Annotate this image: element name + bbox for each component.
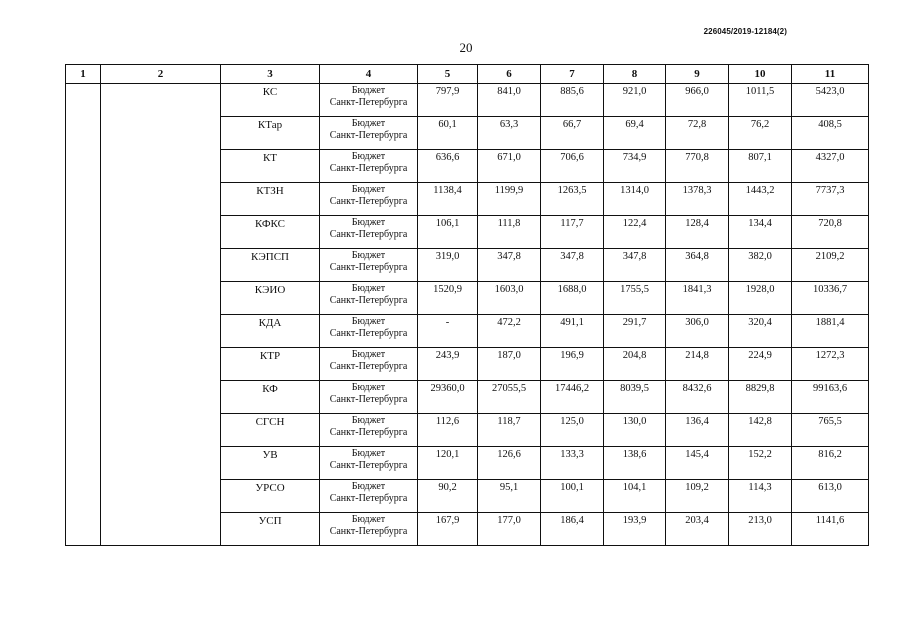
org-code: КДА bbox=[221, 315, 320, 348]
year-value: 193,9 bbox=[604, 513, 666, 546]
funding-source bbox=[320, 513, 418, 546]
year-value: 138,6 bbox=[604, 447, 666, 480]
year-value: 306,0 bbox=[666, 315, 729, 348]
funding-source-line2: Санкт-Петербурга bbox=[329, 196, 408, 207]
year-value: 76,2 bbox=[729, 117, 792, 150]
funding-source-line1: Бюджет bbox=[351, 316, 386, 327]
year-value: 382,0 bbox=[729, 249, 792, 282]
org-code: СГСН bbox=[221, 414, 320, 447]
table-row bbox=[66, 84, 869, 117]
year-value: 112,6 bbox=[418, 414, 478, 447]
year-value: 117,7 bbox=[541, 216, 604, 249]
org-code: КТар bbox=[221, 117, 320, 150]
year-value: 8039,5 bbox=[604, 381, 666, 414]
funding-source-line1: Бюджет bbox=[351, 448, 386, 459]
column-header: 1 bbox=[66, 65, 101, 84]
funding-source bbox=[320, 216, 418, 249]
funding-source-line2: Санкт-Петербурга bbox=[329, 493, 408, 504]
org-code: КТ bbox=[221, 150, 320, 183]
year-value: 17446,2 bbox=[541, 381, 604, 414]
year-value: - bbox=[418, 315, 478, 348]
funding-source-line1: Бюджет bbox=[351, 118, 386, 129]
total-value: 10336,7 bbox=[792, 282, 869, 315]
funding-source-line1: Бюджет bbox=[351, 184, 386, 195]
year-value: 319,0 bbox=[418, 249, 478, 282]
funding-source-line2: Санкт-Петербурга bbox=[329, 460, 408, 471]
funding-source-line1: Бюджет bbox=[351, 151, 386, 162]
year-value: 1928,0 bbox=[729, 282, 792, 315]
year-value: 29360,0 bbox=[418, 381, 478, 414]
year-value: 921,0 bbox=[604, 84, 666, 117]
year-value: 66,7 bbox=[541, 117, 604, 150]
year-value: 90,2 bbox=[418, 480, 478, 513]
year-value: 133,3 bbox=[541, 447, 604, 480]
funding-source-line2: Санкт-Петербурга bbox=[329, 229, 408, 240]
page-number: 20 bbox=[459, 40, 473, 55]
year-value: 142,8 bbox=[729, 414, 792, 447]
year-value: 104,1 bbox=[604, 480, 666, 513]
year-value: 204,8 bbox=[604, 348, 666, 381]
blank-col-2 bbox=[101, 84, 221, 546]
column-header: 10 bbox=[729, 65, 792, 84]
year-value: 145,4 bbox=[666, 447, 729, 480]
year-value: 167,9 bbox=[418, 513, 478, 546]
funding-source bbox=[320, 480, 418, 513]
year-value: 152,2 bbox=[729, 447, 792, 480]
funding-source-line2: Санкт-Петербурга bbox=[329, 295, 408, 306]
column-header: 6 bbox=[478, 65, 541, 84]
funding-source bbox=[320, 315, 418, 348]
column-header: 7 bbox=[541, 65, 604, 84]
org-code: КТР bbox=[221, 348, 320, 381]
year-value: 734,9 bbox=[604, 150, 666, 183]
total-value: 7737,3 bbox=[792, 183, 869, 216]
funding-source-line1: Бюджет bbox=[351, 250, 386, 261]
year-value: 807,1 bbox=[729, 150, 792, 183]
budget-table bbox=[65, 64, 869, 546]
year-value: 187,0 bbox=[478, 348, 541, 381]
total-value: 4327,0 bbox=[792, 150, 869, 183]
year-value: 111,8 bbox=[478, 216, 541, 249]
year-value: 1603,0 bbox=[478, 282, 541, 315]
column-header: 8 bbox=[604, 65, 666, 84]
year-value: 118,7 bbox=[478, 414, 541, 447]
column-number-row bbox=[66, 65, 869, 84]
year-value: 213,0 bbox=[729, 513, 792, 546]
year-value: 60,1 bbox=[418, 117, 478, 150]
year-value: 770,8 bbox=[666, 150, 729, 183]
year-value: 128,4 bbox=[666, 216, 729, 249]
year-value: 72,8 bbox=[666, 117, 729, 150]
total-value: 2109,2 bbox=[792, 249, 869, 282]
year-value: 95,1 bbox=[478, 480, 541, 513]
column-header: 5 bbox=[418, 65, 478, 84]
funding-source bbox=[320, 282, 418, 315]
funding-source-line1: Бюджет bbox=[351, 349, 386, 360]
year-value: 671,0 bbox=[478, 150, 541, 183]
funding-source bbox=[320, 348, 418, 381]
year-value: 320,4 bbox=[729, 315, 792, 348]
org-code: КФКС bbox=[221, 216, 320, 249]
document-id: 226045/2019-12184(2) bbox=[703, 27, 787, 36]
year-value: 797,9 bbox=[418, 84, 478, 117]
funding-source-line1: Бюджет bbox=[351, 514, 386, 525]
column-header: 4 bbox=[320, 65, 418, 84]
funding-source-line2: Санкт-Петербурга bbox=[329, 526, 408, 537]
funding-source bbox=[320, 414, 418, 447]
year-value: 214,8 bbox=[666, 348, 729, 381]
funding-source bbox=[320, 84, 418, 117]
org-code: КТЗН bbox=[221, 183, 320, 216]
funding-source-line1: Бюджет bbox=[351, 283, 386, 294]
org-code: КС bbox=[221, 84, 320, 117]
funding-source-line2: Санкт-Петербурга bbox=[329, 361, 408, 372]
year-value: 472,2 bbox=[478, 315, 541, 348]
year-value: 364,8 bbox=[666, 249, 729, 282]
org-code: КЭПСП bbox=[221, 249, 320, 282]
year-value: 8829,8 bbox=[729, 381, 792, 414]
year-value: 134,4 bbox=[729, 216, 792, 249]
year-value: 1263,5 bbox=[541, 183, 604, 216]
year-value: 122,4 bbox=[604, 216, 666, 249]
year-value: 186,4 bbox=[541, 513, 604, 546]
year-value: 126,6 bbox=[478, 447, 541, 480]
funding-source-line2: Санкт-Петербурга bbox=[329, 130, 408, 141]
total-value: 816,2 bbox=[792, 447, 869, 480]
org-code: УРСО bbox=[221, 480, 320, 513]
year-value: 1688,0 bbox=[541, 282, 604, 315]
year-value: 1755,5 bbox=[604, 282, 666, 315]
org-code: КЭИО bbox=[221, 282, 320, 315]
org-code: УВ bbox=[221, 447, 320, 480]
year-value: 203,4 bbox=[666, 513, 729, 546]
year-value: 109,2 bbox=[666, 480, 729, 513]
year-value: 136,4 bbox=[666, 414, 729, 447]
year-value: 291,7 bbox=[604, 315, 666, 348]
funding-source-line2: Санкт-Петербурга bbox=[329, 394, 408, 405]
org-code: УСП bbox=[221, 513, 320, 546]
funding-source-line2: Санкт-Петербурга bbox=[329, 328, 408, 339]
blank-col-1 bbox=[66, 84, 101, 546]
funding-source bbox=[320, 117, 418, 150]
year-value: 106,1 bbox=[418, 216, 478, 249]
year-value: 1841,3 bbox=[666, 282, 729, 315]
year-value: 885,6 bbox=[541, 84, 604, 117]
year-value: 196,9 bbox=[541, 348, 604, 381]
funding-source-line2: Санкт-Петербурга bbox=[329, 262, 408, 273]
year-value: 125,0 bbox=[541, 414, 604, 447]
column-header: 11 bbox=[792, 65, 869, 84]
year-value: 100,1 bbox=[541, 480, 604, 513]
funding-source-line1: Бюджет bbox=[351, 85, 386, 96]
total-value: 1881,4 bbox=[792, 315, 869, 348]
year-value: 1378,3 bbox=[666, 183, 729, 216]
year-value: 841,0 bbox=[478, 84, 541, 117]
total-value: 613,0 bbox=[792, 480, 869, 513]
year-value: 1199,9 bbox=[478, 183, 541, 216]
year-value: 63,3 bbox=[478, 117, 541, 150]
year-value: 1314,0 bbox=[604, 183, 666, 216]
total-value: 1141,6 bbox=[792, 513, 869, 546]
funding-source bbox=[320, 381, 418, 414]
total-value: 720,8 bbox=[792, 216, 869, 249]
total-value: 765,5 bbox=[792, 414, 869, 447]
year-value: 1011,5 bbox=[729, 84, 792, 117]
year-value: 706,6 bbox=[541, 150, 604, 183]
funding-source bbox=[320, 249, 418, 282]
funding-source bbox=[320, 183, 418, 216]
year-value: 130,0 bbox=[604, 414, 666, 447]
year-value: 491,1 bbox=[541, 315, 604, 348]
column-header: 3 bbox=[221, 65, 320, 84]
year-value: 1138,4 bbox=[418, 183, 478, 216]
column-header: 9 bbox=[666, 65, 729, 84]
funding-source bbox=[320, 150, 418, 183]
funding-source bbox=[320, 447, 418, 480]
funding-source-line2: Санкт-Петербурга bbox=[329, 427, 408, 438]
year-value: 69,4 bbox=[604, 117, 666, 150]
total-value: 1272,3 bbox=[792, 348, 869, 381]
year-value: 636,6 bbox=[418, 150, 478, 183]
total-value: 408,5 bbox=[792, 117, 869, 150]
year-value: 224,9 bbox=[729, 348, 792, 381]
funding-source-line1: Бюджет bbox=[351, 382, 386, 393]
year-value: 347,8 bbox=[541, 249, 604, 282]
funding-source-line1: Бюджет bbox=[351, 217, 386, 228]
year-value: 243,9 bbox=[418, 348, 478, 381]
year-value: 347,8 bbox=[478, 249, 541, 282]
year-value: 966,0 bbox=[666, 84, 729, 117]
year-value: 120,1 bbox=[418, 447, 478, 480]
year-value: 114,3 bbox=[729, 480, 792, 513]
year-value: 27055,5 bbox=[478, 381, 541, 414]
funding-source-line2: Санкт-Петербурга bbox=[329, 163, 408, 174]
funding-source-line2: Санкт-Петербурга bbox=[329, 97, 408, 108]
year-value: 177,0 bbox=[478, 513, 541, 546]
year-value: 347,8 bbox=[604, 249, 666, 282]
funding-source-line1: Бюджет bbox=[351, 415, 386, 426]
column-header: 2 bbox=[101, 65, 221, 84]
total-value: 5423,0 bbox=[792, 84, 869, 117]
year-value: 1443,2 bbox=[729, 183, 792, 216]
year-value: 8432,6 bbox=[666, 381, 729, 414]
org-code: КФ bbox=[221, 381, 320, 414]
total-value: 99163,6 bbox=[792, 381, 869, 414]
funding-source-line1: Бюджет bbox=[351, 481, 386, 492]
year-value: 1520,9 bbox=[418, 282, 478, 315]
